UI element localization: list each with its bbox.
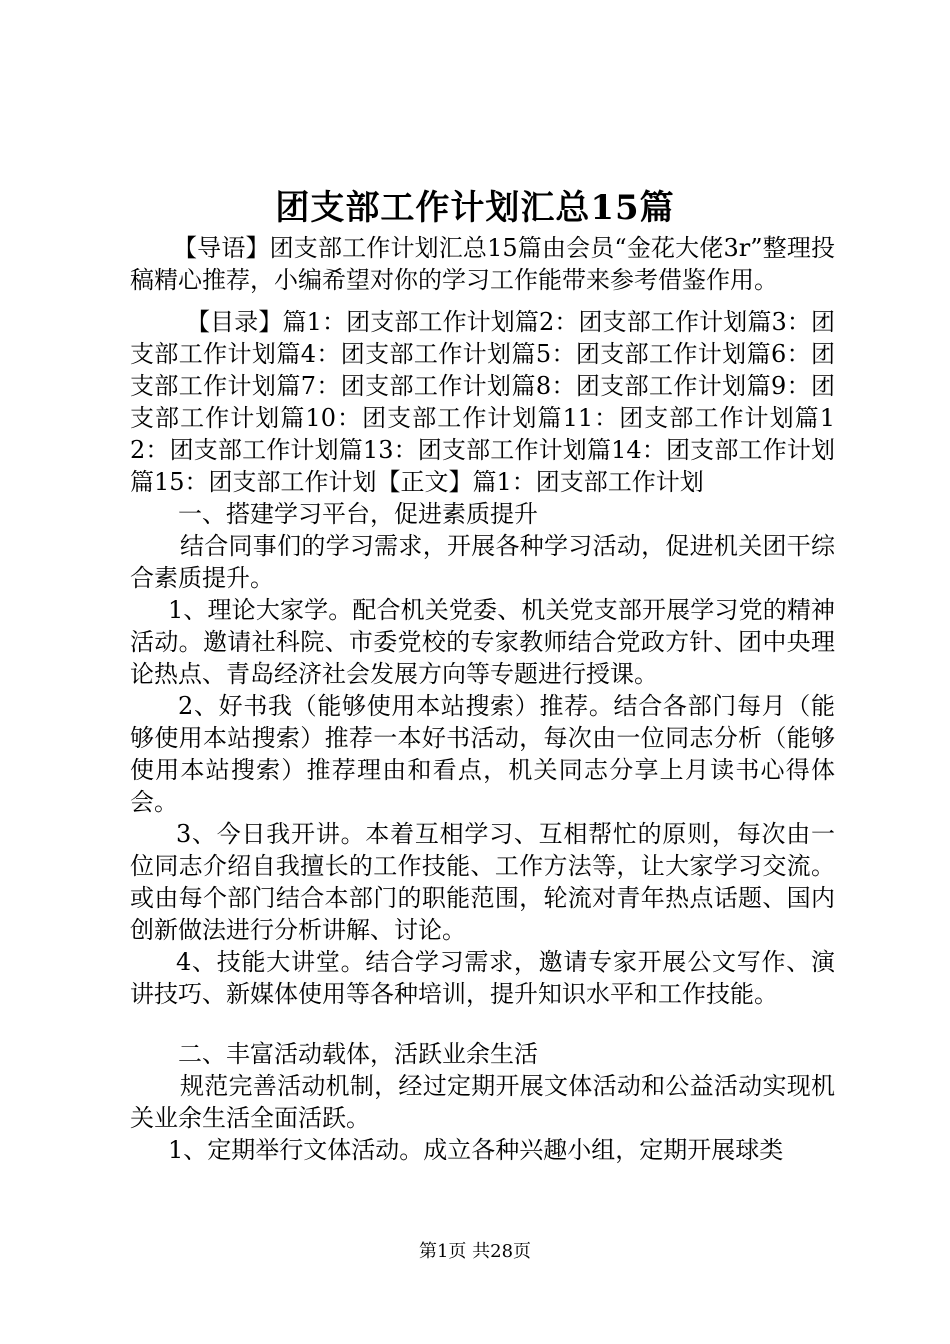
document-body (130, 232, 835, 1166)
list-item-5: 1、定期举行文体活动。成立各种兴趣小组，定期开展球类 (168, 1136, 784, 1164)
list-item-1: 1、理论大家学。配合机关党委、机关党支部开展学习党的精神活动。邀请社科院、市委党校的专家教师结合党政方针、团中央理论热点、青岛经济社会发展方向等专题进行授课。 (130, 596, 835, 688)
toc-paragraph: 【目录】篇1：团支部工作计划篇2：团支部工作计划篇3：团支部工作计划篇4：团支部工作计划篇5：团支部工作计划篇6：团支部工作计划篇7：团支部工作计划篇8：团支部工作计划篇9：团支部工作计划篇10：团支部工作计划篇11：团支部工作计划篇12：团支部工作计划篇13：团支部工作计划篇14：团支部工作计划篇15：团支部工作计划【正文】篇1：团支部工作计划 (130, 308, 835, 496)
section-body-1: 结合同事们的学习需求，开展各种学习活动，促进机关团干综合素质提升。 (130, 532, 835, 592)
list-item-2: 2、好书我（能够使用本站搜索）推荐。结合各部门每月（能够使用本站搜索）推荐一本好书活动，每次由一位同志分析（能够使用本站搜索）推荐理由和看点，机关同志分享上月读书心得体会。 (130, 692, 835, 816)
page-footer: 第1页 共28页 (418, 1241, 532, 1262)
list-item-4: 4、技能大讲堂。结合学习需求，邀请专家开展公文写作、演讲技巧、新媒体使用等各种培训，提升知识水平和工作技能。 (130, 948, 835, 1008)
section-heading-2: 二、丰富活动载体，活跃业余生活 (178, 1040, 538, 1068)
section-body-2: 规范完善活动机制，经过定期开展文体活动和公益活动实现机关业余生活全面活跃。 (130, 1072, 835, 1132)
section-heading-1: 一、搭建学习平台，促进素质提升 (178, 500, 538, 528)
intro-paragraph: 【导语】团支部工作计划汇总15篇由会员“金花大佬3r”整理投稿精心推荐，小编希望对你的学习工作能带来参考借鉴作用。 (130, 234, 835, 294)
document-title: 团支部工作计划汇总15篇 (275, 188, 675, 228)
list-item-3: 3、今日我开讲。本着互相学习、互相帮忙的原则，每次由一位同志介绍自我擅长的工作技能、工作方法等，让大家学习交流。或由每个部门结合本部门的职能范围，轮流对青年热点话题、国内创新做法进行分析讲解、讨论。 (130, 820, 835, 944)
